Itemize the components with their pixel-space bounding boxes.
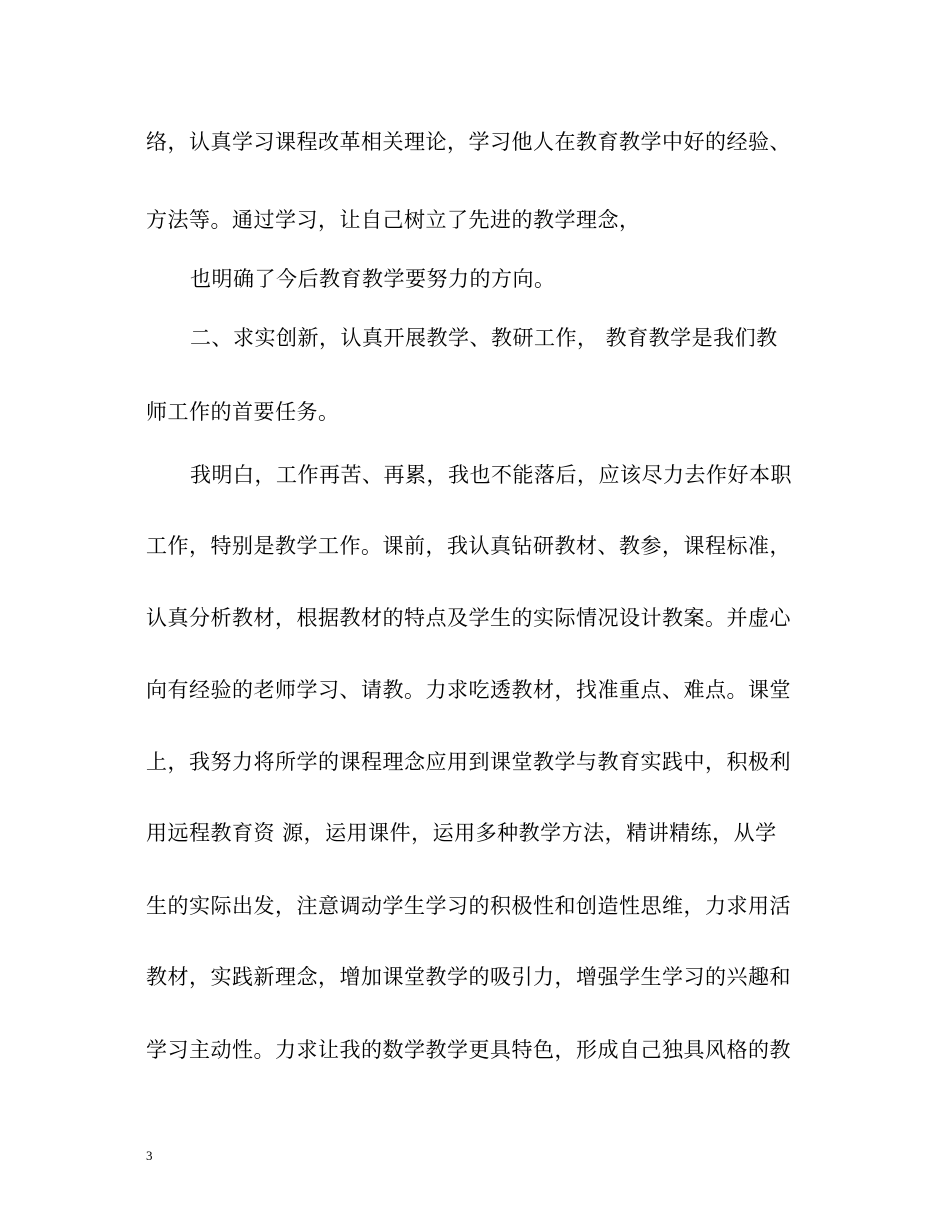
text-line: 教材，实践新理念，增加课堂教学的吸引力，增强学生学习的兴趣和 <box>146 965 791 989</box>
text-line: 工作，特别是教学工作。课前，我认真钻研教材、教参，课程标准， <box>146 534 791 558</box>
text-line: 二、求实创新，认真开展教学、教研工作， 教育教学是我们教 <box>190 326 778 350</box>
text-line: 上，我努力将所学的课程理念应用到课堂教学与教育实践中，积极利 <box>146 750 791 774</box>
text-line: 也明确了今后教育教学要努力的方向。 <box>190 267 556 291</box>
text-line: 我明白，工作再苦、再累，我也不能落后，应该尽力去作好本职 <box>190 463 792 487</box>
text-line: 生的实际出发，注意调动学生学习的积极性和创造性思维，力求用活 <box>146 894 791 918</box>
text-line: 师工作的首要任务。 <box>146 400 340 424</box>
text-line: 向有经验的老师学习、请教。力求吃透教材，找准重点、难点。课堂 <box>146 678 791 702</box>
text-line: 认真分析教材，根据教材的特点及学生的实际情况设计教案。并虚心 <box>146 606 791 630</box>
page-number: 3 <box>146 1148 153 1163</box>
text-line: 学习主动性。力求让我的数学教学更具特色，形成自己独具风格的教 <box>146 1038 791 1062</box>
text-line: 方法等。通过学习，让自己树立了先进的教学理念， <box>146 208 641 232</box>
text-line: 用远程教育资 源，运用课件，运用多种教学方法，精讲精练，从学 <box>146 821 777 845</box>
text-line: 络，认真学习课程改革相关理论，学习他人在教育教学中好的经验、 <box>146 130 791 154</box>
